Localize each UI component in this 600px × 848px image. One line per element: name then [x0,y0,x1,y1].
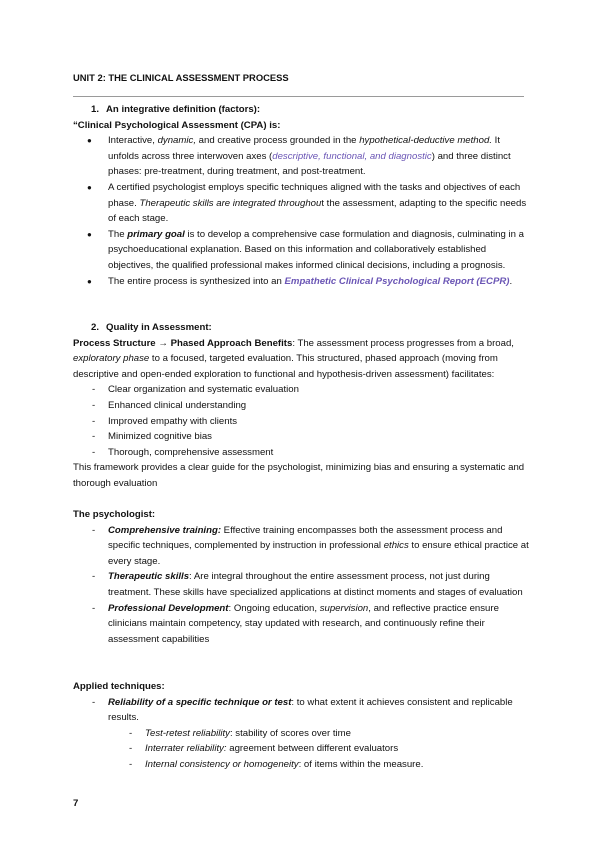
applied-heading: Applied techniques: [73,681,165,692]
bullet-icon: ● [87,136,92,146]
bullet-certified-psychologist: ● A certified psychologist employs specific techniques aligned with the tasks and objectives of each phase. Therapeutic skills are integrated throughout the assessment, adapting to the specific needs of each stage. [87,181,527,225]
list-item-professional-development: - Professional Development: Ongoing education, supervision, and reflective practice ensure clinicians maintain competency, stay updated with research, and continuously refine their assessment capabilities [92,602,499,645]
framework-closing: This framework provides a clear guide for the psychologist, minimizing bias and ensuring a systematic and thorough evaluation [73,462,525,489]
list-item-training: - Comprehensive training: Effective training encompasses both the assessment process and specific techniques, complemented by instruction in professional ethics to ensure ethical practice at every stage. [92,524,529,567]
section-1-heading: 1. An integrative definition (factors): [91,104,261,115]
section-2-heading: 2. Quality in Assessment: [91,322,212,333]
cpa-intro: “Clinical Psychological Assessment (CPA) is: [73,119,281,131]
applied-techniques-section [73,679,529,773]
psychologist-section [73,507,529,647]
section-1 [73,102,529,289]
sub-list-item: - Interrater reliability: agreement between different evaluators [129,743,399,755]
bullet-icon: ● [87,229,92,239]
list-item-reliability: - Reliability of a specific technique or test: to what extent it achieves consistent and replicable results. [92,696,513,724]
title-divider [73,96,524,97]
list-item: - Minimized cognitive bias [92,431,212,443]
bullet-icon: ● [87,276,92,286]
unit-title: UNIT 2: THE CLINICAL ASSESSMENT PROCESS [73,72,289,83]
psychologist-heading: The psychologist: [73,509,156,520]
sub-list-item: - Internal consistency or homogeneity: of items within the measure. [129,758,424,770]
sub-list-item: - Test-retest reliability: stability of scores over time [129,727,351,739]
list-item: - Thorough, comprehensive assessment [92,446,274,458]
list-item: - Enhanced clinical understanding [92,399,247,411]
list-item: - Improved empathy with clients [92,415,238,427]
process-structure-paragraph: Process Structure → Phased Approach Benefits: The assessment process progresses from a broad, exploratory phase to a focused, targeted evaluation. This structured, phased approach (moving from descriptive and open-ended exploration to functional and hypothesis-driven assessment) facilitates: [73,337,514,380]
bullet-icon: ● [87,182,92,192]
bullet-interactive: ● Interactive, dynamic, and creative process grounded in the hypothetical-deductive method. It unfolds across three interwoven axes (descriptive, functional, and diagnostic) and three distinct phases: pre-treatment, during treatment, and post-treatment. [87,135,511,178]
page-number: 7 [73,798,79,809]
bullet-primary-goal: ● The primary goal is to develop a comprehensive case formulation and diagnosis, culminating in a psychoeducational explanation. Based on this information and collaboratively established objectives, the qualified professional makes informed clinical decisions, including a prognosis. [87,228,524,271]
bullet-ecpr: ● The entire process is synthesized into an Empathetic Clinical Psychological Report (ECPR). [73,274,529,290]
list-item-therapeutic-skills: - Therapeutic skills: Are integral throughout the entire assessment process, not just during treatment. These skills have specialized applications at distinct moments and stages of evaluation [92,571,523,598]
list-item: - Clear organization and systematic evaluation [92,384,299,396]
section-2 [73,320,529,492]
